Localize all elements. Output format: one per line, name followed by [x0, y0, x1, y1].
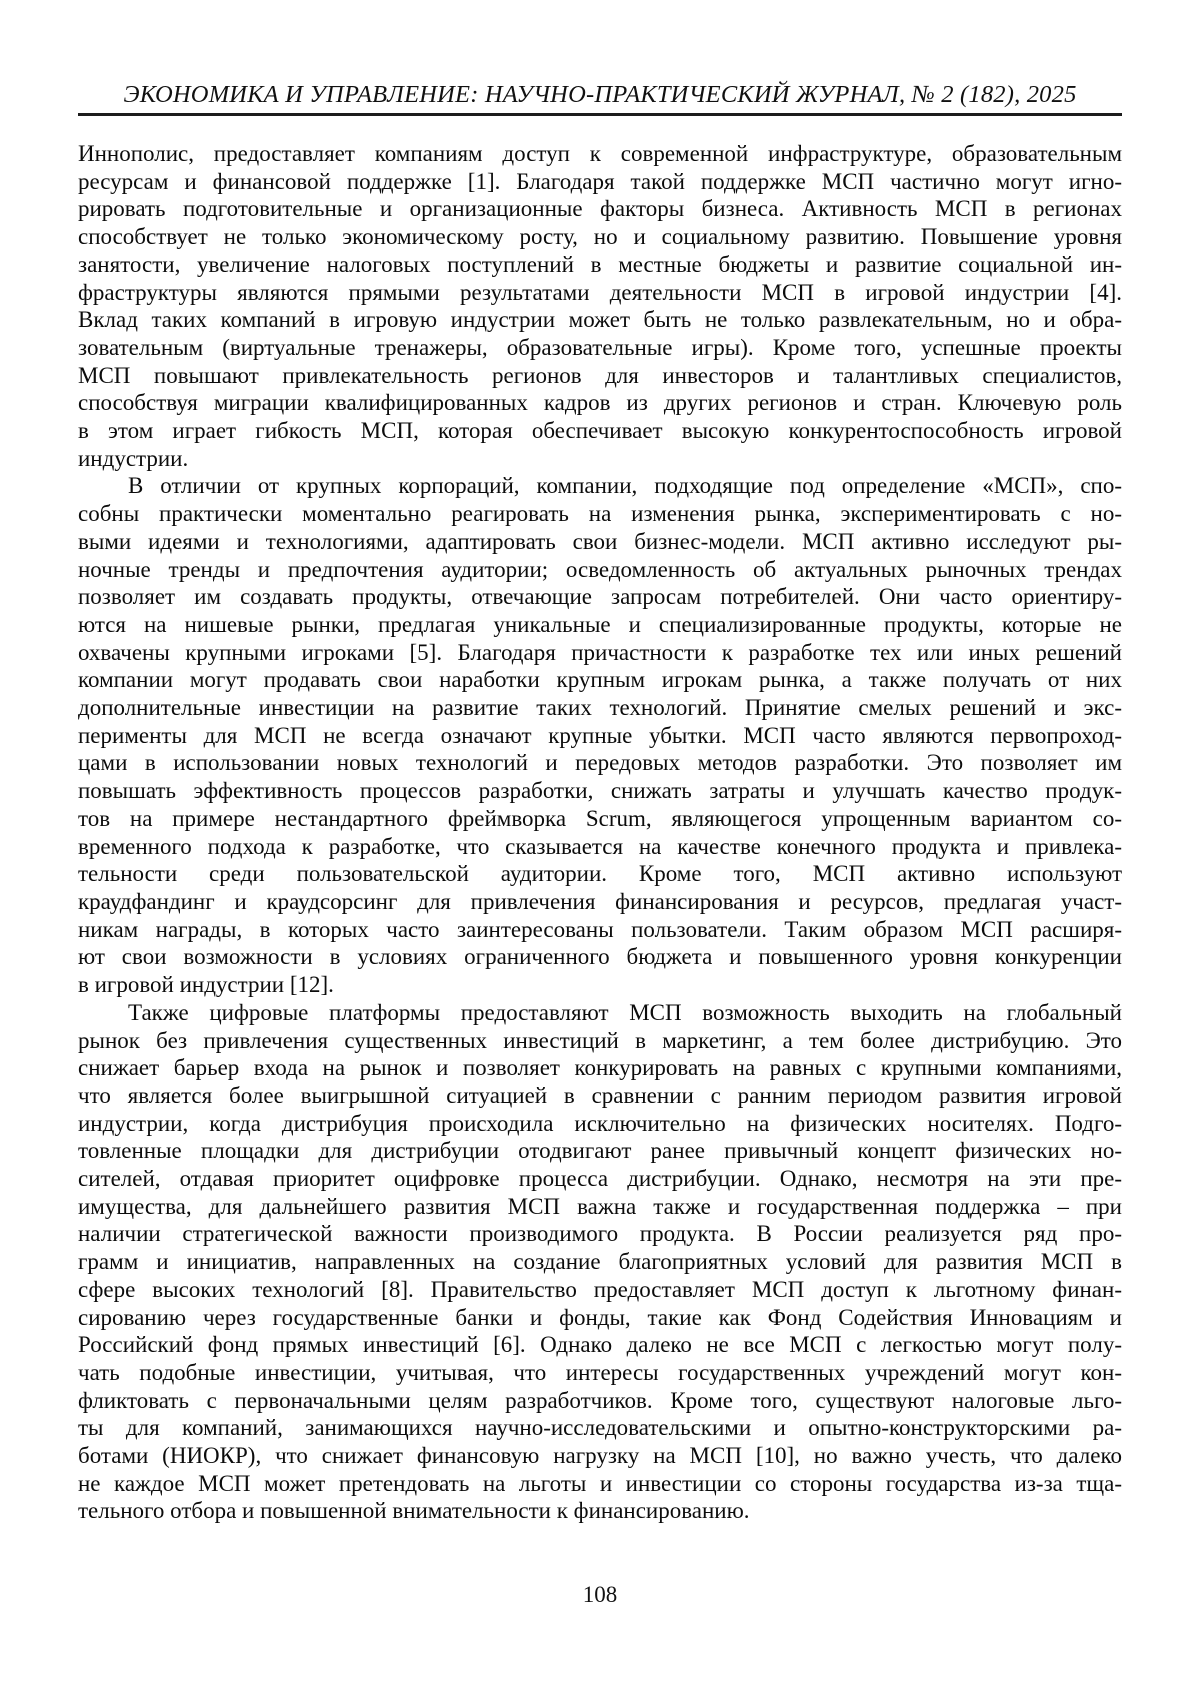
- running-head: ЭКОНОМИКА И УПРАВЛЕНИЕ: НАУЧНО-ПРАКТИЧЕСКИЙ ЖУРНАЛ, № 2 (182), 2025: [123, 81, 1077, 108]
- text-line: позволяет им создавать продукты, отвечающие запросам потребителей. Они часто ориентиру-: [78, 584, 1122, 610]
- text-line: ты для компаний, занимающихся научно-исследовательскими и опытно-конструкторскими ра-: [78, 1415, 1122, 1441]
- text-line: имущества, для дальнейшего развития МСП важна также и государственная поддержка – при: [78, 1193, 1122, 1219]
- text-line: тельности среди пользовательской аудитории. Кроме того, МСП активно используют: [78, 861, 1122, 887]
- text-line: компании могут продавать свои наработки крупным игрокам рынка, а также получать от них: [78, 667, 1122, 693]
- text-line: рировать подготовительные и организационные факторы бизнеса. Активность МСП в регионах: [78, 196, 1122, 222]
- text-line: временного подхода к разработке, что сказывается на качестве конечного продукта и привлека-: [78, 833, 1122, 859]
- text-line: тов на примере нестандартного фреймворка Scrum, являющегося упрощенным вариантом со-: [78, 805, 1122, 831]
- text-line: занятости, увеличение налоговых поступлений в местные бюджеты и развитие социальной ин-: [78, 251, 1122, 277]
- text-line: рынок без привлечения существенных инвестиций в маркетинг, а тем более дистрибуцию. Это: [78, 1027, 1122, 1053]
- article-body: [78, 140, 1122, 1525]
- page-number: 108: [582, 1582, 618, 1607]
- text-line: индустрии, когда дистрибуция происходила исключительно на физических носителях. Подго-: [78, 1110, 1122, 1136]
- text-line: Российский фонд прямых инвестиций [6]. Однако далеко не все МСП с легкостью могут полу-: [78, 1332, 1122, 1358]
- text-line: ют свои возможности в условиях ограниченного бюджета и повышенного уровня конкуренции: [78, 944, 1122, 970]
- text-line: ются на нишевые рынки, предлагая уникальные и специализированные продукты, которые не: [78, 611, 1122, 637]
- text-line: охвачены крупными игроками [5]. Благодаря причастности к разработке тех или иных решений: [78, 639, 1122, 665]
- text-line: ночные тренды и предпочтения аудитории; осведомленность об актуальных рыночных трендах: [78, 556, 1122, 582]
- text-line: способствует не только экономическому росту, но и социальному развитию. Повышение уровня: [78, 224, 1122, 250]
- text-line: Также цифровые платформы предоставляют МСП возможность выходить на глобальный: [128, 999, 1122, 1025]
- header-rule: [78, 113, 1122, 116]
- text-line: Вклад таких компаний в игровую индустрии может быть не только развлекательным, но и обра-: [78, 307, 1122, 333]
- text-line: выми идеями и технологиями, адаптировать свои бизнес-модели. МСП активно исследуют ры-: [78, 528, 1122, 554]
- text-line: снижает барьер входа на рынок и позволяет конкурировать на равных с крупными компаниями,: [78, 1055, 1122, 1081]
- text-line: повышать эффективность процессов разработки, снижать затраты и улучшать качество продук-: [78, 778, 1122, 804]
- text-line: краудфандинг и краудсорсинг для привлечения финансирования и ресурсов, предлагая участ-: [78, 888, 1122, 914]
- text-line: никам награды, в которых часто заинтересованы пользователи. Таким образом МСП расширя-: [78, 916, 1122, 942]
- text-line: сфере высоких технологий [8]. Правительство предоставляет МСП доступ к льготному финан-: [78, 1276, 1122, 1302]
- text-line: МСП повышают привлекательность регионов для инвесторов и талантливых специалистов,: [78, 362, 1122, 388]
- text-line: чать подобные инвестиции, учитывая, что интересы государственных учреждений могут кон-: [78, 1359, 1122, 1385]
- text-line: товленные площадки для дистрибуции отодвигают ранее привычный концепт физических но-: [78, 1138, 1122, 1164]
- text-line: перименты для МСП не всегда означают крупные убытки. МСП часто являются первопроход-: [78, 722, 1122, 748]
- text-line: собны практически моментально реагировать на изменения рынка, экспериментировать с но-: [78, 501, 1122, 527]
- text-line: фраструктуры являются прямыми результатами деятельности МСП в игровой индустрии [4].: [78, 279, 1122, 305]
- text-line: Иннополис, предоставляет компаниям доступ к современной инфраструктуре, образовательным: [78, 141, 1122, 166]
- text-line: в игровой индустрии [12].: [78, 972, 334, 998]
- text-line: дополнительные инвестиции на развитие таких технологий. Принятие смелых решений и экс-: [78, 695, 1122, 721]
- text-line: не каждое МСП может претендовать на льготы и инвестиции со стороны государства из-за тща-: [78, 1470, 1122, 1496]
- text-line: способствуя миграции квалифицированных кадров из других регионов и стран. Ключевую роль: [78, 390, 1122, 416]
- text-line: грамм и инициатив, направленных на создание благоприятных условий для развития МСП в: [78, 1249, 1122, 1275]
- text-line: сителей, отдавая приоритет оцифровке процесса дистрибуции. Однако, несмотря на эти пре-: [78, 1166, 1122, 1192]
- text-line: зовательным (виртуальные тренажеры, образовательные игры). Кроме того, успешные проекты: [78, 334, 1122, 360]
- text-line: В отличии от крупных корпораций, компании, подходящие под определение «МСП», спо-: [128, 473, 1122, 499]
- text-line: в этом играет гибкость МСП, которая обеспечивает высокую конкурентоспособность игровой: [78, 418, 1122, 444]
- text-line: тельного отбора и повышенной внимательности к финансированию.: [78, 1498, 750, 1524]
- text-line: что является более выигрышной ситуацией в сравнении с ранним периодом развития игровой: [78, 1082, 1122, 1108]
- text-line: фликтовать с первоначальными целям разработчиков. Кроме того, существуют налоговые льго-: [78, 1387, 1122, 1413]
- text-line: индустрии.: [78, 445, 189, 471]
- text-line: ботами (НИОКР), что снижает финансовую нагрузку на МСП [10], но важно учесть, что далеко: [78, 1443, 1122, 1469]
- text-line: сированию через государственные банки и фонды, такие как Фонд Содействия Инновациям и: [78, 1304, 1122, 1330]
- text-line: ресурсам и финансовой поддержке [1]. Благодаря такой поддержке МСП частично могут игно-: [78, 168, 1122, 194]
- text-line: цами в использовании новых технологий и передовых методов разработки. Это позволяет им: [78, 750, 1122, 776]
- text-line: наличии стратегической важности производимого продукта. В России реализуется ряд про-: [78, 1221, 1122, 1247]
